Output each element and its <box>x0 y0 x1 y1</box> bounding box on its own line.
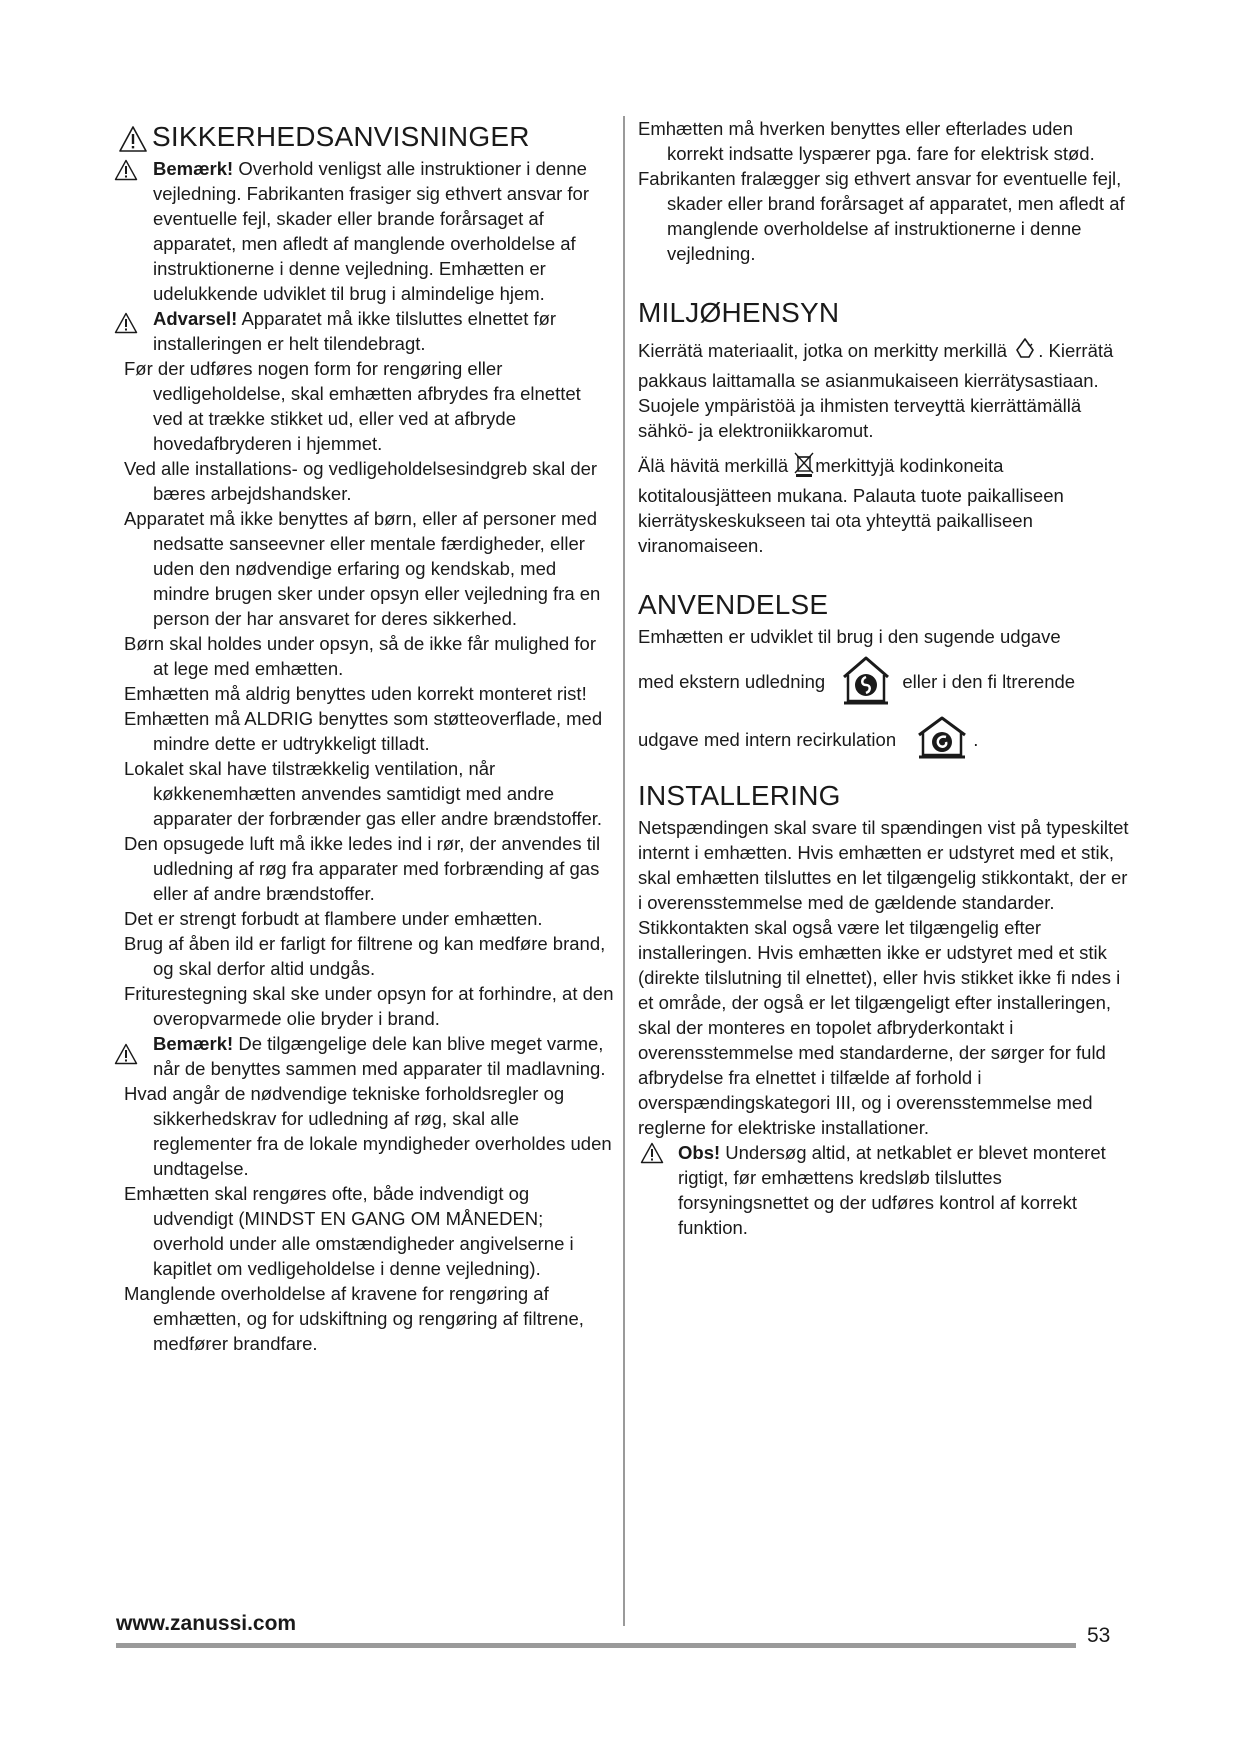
note-text: De tilgængelige dele kan blive meget varme, når de benyttes sammen med apparater til madlavning. <box>153 1033 606 1079</box>
footer-rule <box>116 1643 1076 1648</box>
installation-paragraph: Netspændingen skal svare til spændingen vist på typeskiltet internt i emhætten. Hvis emhætten er udstyret med et stik, skal emhætten tilsluttes en let tilgængelig stikkontakt, der er i overensstemmelse med de gældende standarder. Stikkontakten skal også være let tilgængelig efter installeringen. Hvis emhætten ikke er udstyret med et stik (direkte tilslutning til elnettet), eller hvis stikket ikke fi ndes i et område, der også er let tilgængeligt efter installeringen, skal der monteres en topolet afbryderkontakt i overensstemmelse med standarderne, der sørger for fuld afbrydelse fra elnettet i tilfælde af forhold i overspændingskategori III, og i overensstemmelse med reglerne for elektriske installationer. <box>638 817 1129 1138</box>
usage-heading: ANVENDELSE <box>638 589 829 620</box>
environment-paragraph-1 <box>638 336 1130 393</box>
extraction-mode-icon <box>836 653 896 713</box>
note-label: Advarsel! <box>153 308 238 329</box>
note-text: Undersøg altid, at netkablet er blevet monteret rigtigt, før emhættens kredsløb tilsluttes forsyningsnettet og der udføres kontrol af korrekt funktion. <box>678 1142 1106 1238</box>
usage-paragraph-1: Emhætten er udviklet til brug i den sugende udgave <box>638 626 1061 647</box>
environment-text: . Kierrätä pakkaus laittamalla se asianmukaiseen kierrätysastiaan. <box>638 339 1114 391</box>
recirculation-mode-icon <box>913 715 971 767</box>
safety-item: Ved alle installations- og vedligeholdelsesindgreb skal der bæres arbejdshandsker. <box>124 458 598 504</box>
safety-item: Før der udføres nogen form for rengøring eller vedligeholdelse, skal emhætten afbrydes fra elnettet ved at trække stikket ud, eller ved at afbryde hovedafbryderen i hjemmet. <box>124 358 581 454</box>
note-text: Apparatet må ikke tilsluttes elnettet før installeringen er helt tilendebragt. <box>153 308 557 354</box>
safety-heading <box>118 120 614 154</box>
column-divider <box>623 116 625 1626</box>
safety-item: Den opsugede luft må ikke ledes ind i rør, der anvendes til udledning af røg fra apparater med forbrænding af gas eller af andre brændstoffer. <box>124 833 601 904</box>
environment-paragraph-3 <box>638 451 1130 558</box>
safety-item: Emhætten må hverken benyttes eller efterlades uden korrekt indsatte lyspærer pga. fare for elektrisk stød. <box>638 118 1095 164</box>
environment-paragraph-2: Suojele ympäristöä ja ihmisten terveyttä kierrättämällä sähkö- ja elektroniikkaromut. <box>638 395 1082 441</box>
environment-heading: MILJØHENSYN <box>638 297 840 328</box>
usage-paragraph-2 <box>638 653 1130 713</box>
note-bemaerk-2 <box>124 1031 614 1081</box>
safety-item: Friturestegning skal ske under opsyn for at forhindre, at den overopvarmede olie bryder i brand. <box>124 983 614 1029</box>
note-bemaerk-1 <box>124 156 614 306</box>
safety-item: Brug af åben ild er farligt for filtrene og kan medføre brand, og skal derfor altid undgås. <box>124 933 606 979</box>
usage-text: . <box>973 728 979 750</box>
warning-icon <box>114 159 140 183</box>
note-label: Bemærk! <box>153 158 234 179</box>
recycle-icon <box>1012 336 1038 368</box>
crossed-bin-icon <box>793 451 815 483</box>
safety-item: Emhætten må ALDRIG benyttes som støtteoverflade, med mindre dette er udtrykkeligt tilladt. <box>124 708 603 754</box>
warning-icon <box>114 1043 140 1067</box>
safety-item: Lokalet skal have tilstrækkelig ventilation, når køkkenemhætten anvendes samtidigt med andre apparater der forbrænder gas eller andre brændstoffer. <box>124 758 603 829</box>
note-text: Overhold venligst alle instruktioner i denne vejledning. Fabrikanten frasiger sig ethvert ansvar for eventuelle fejl, skader eller brande forårsaget af apparatet, men afledt af manglende overholdelse af instruktionerne i denne vejledning. Emhætten er udelukkende udviklet til brug i almindelige hjem. <box>153 158 589 304</box>
safety-item: Apparatet må ikke benyttes af børn, eller af personer med nedsatte sanseevner eller mentale færdigheder, eller uden den nødvendige erfaring og kendskab, med mindre brugen sker under opsyn eller vejledning fra en person der har ansvaret for deres sikkerhed. <box>124 508 601 629</box>
installation-heading: INSTALLERING <box>638 780 841 811</box>
usage-paragraph-3 <box>638 715 1130 767</box>
usage-text: udgave med intern recirkulation <box>638 728 897 750</box>
usage-text: med ekstern udledning <box>638 670 826 692</box>
note-obs <box>638 1140 1130 1240</box>
safety-heading-text: SIKKERHEDSANVISNINGER <box>152 121 530 152</box>
note-label: Obs! <box>678 1142 721 1163</box>
safety-item: Fabrikanten fralægger sig ethvert ansvar for eventuelle fejl, skader eller brand forårsaget af apparatet, men afledt af manglende overholdelse af instruktionerne i denne vejledning. <box>638 168 1125 264</box>
note-advarsel <box>124 306 614 356</box>
usage-text: eller i den fi ltrerende <box>902 670 1076 692</box>
safety-item: Emhætten skal rengøres ofte, både indvendigt og udvendigt (MINDST EN GANG OM MÅNEDEN; overhold under alle omstændigheder angivelserne i kapitlet om vedligeholdelse i denne vejledning). <box>124 1183 574 1279</box>
left-column <box>124 120 614 1356</box>
environment-text: merkittyjä kodinkoneita kotitalousjätteen mukana. Palauta tuote paikalliseen kierrätyskeskukseen tai ota yhteyttä paikalliseen viranomaiseen. <box>638 454 1064 556</box>
warning-icon <box>640 1142 666 1166</box>
safety-item: Det er strengt forbudt at flambere under emhætten. <box>124 908 543 929</box>
warning-icon <box>118 125 144 149</box>
safety-item: Emhætten må aldrig benyttes uden korrekt monteret rist! <box>124 683 587 704</box>
environment-text: Kierrätä materiaalit, jotka on merkitty merkillä <box>638 339 1008 361</box>
page-number: 53 <box>1087 1624 1111 1647</box>
warning-icon <box>114 312 140 336</box>
safety-item: Manglende overholdelse af kravene for rengøring af emhætten, og for udskiftning og rengøring af filtrene, medfører brandfare. <box>124 1283 584 1354</box>
right-column <box>638 116 1130 1240</box>
note-label: Bemærk! <box>153 1033 234 1054</box>
website-link[interactable]: www.zanussi.com <box>116 1612 297 1635</box>
safety-item: Hvad angår de nødvendige tekniske forholdsregler og sikkerhedskrav for udledning af røg, skal alle reglementer fra de lokale myndigheder overholdes uden undtagelse. <box>124 1083 612 1179</box>
safety-item: Børn skal holdes under opsyn, så de ikke får mulighed for at lege med emhætten. <box>124 633 596 679</box>
environment-text: Älä hävitä merkillä <box>638 454 789 476</box>
